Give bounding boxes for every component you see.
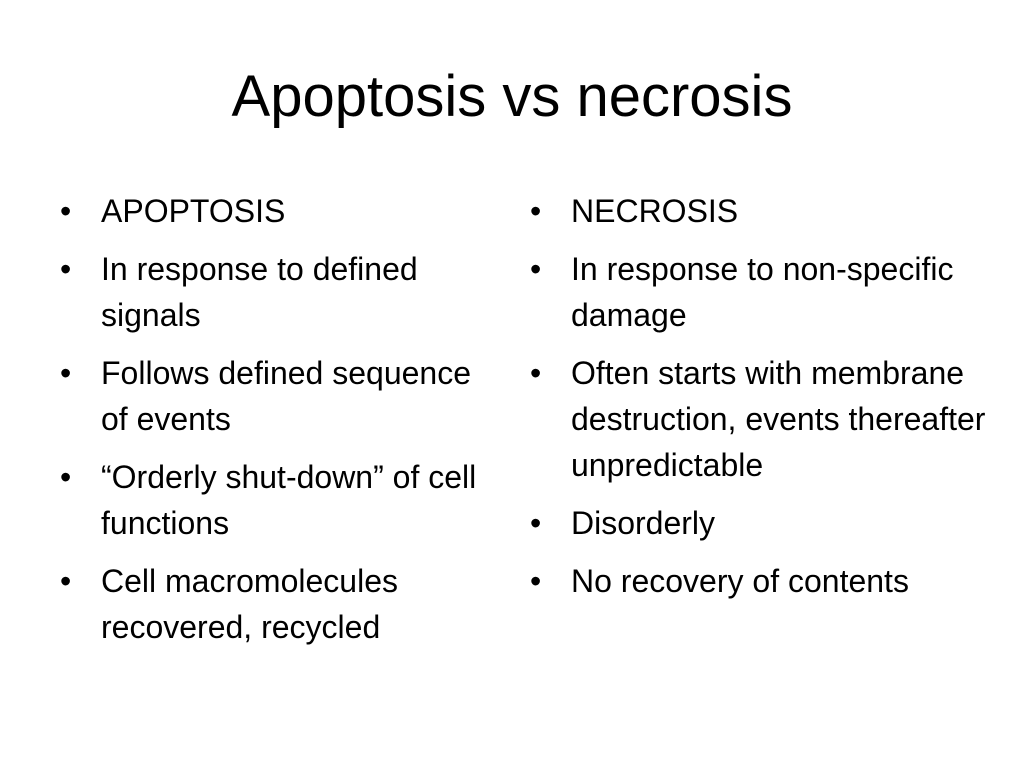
list-item-text: In response to non-specific damage (571, 251, 954, 333)
bullet-icon: • (530, 251, 542, 287)
bullet-icon: • (60, 251, 72, 287)
list-item (530, 500, 1010, 546)
apoptosis-column (60, 188, 485, 662)
bullet-icon: • (530, 563, 542, 599)
list-item (60, 246, 485, 338)
list-item-text: Often starts with membrane destruction, events thereafter unpredictable (571, 355, 986, 483)
list-item-text: No recovery of contents (571, 563, 909, 599)
list-item-text: Follows defined sequence of events (101, 355, 472, 437)
slide-title: Apoptosis vs necrosis (231, 64, 793, 129)
bullet-icon: • (60, 459, 72, 495)
list-item (530, 246, 1010, 338)
bullet-icon: • (530, 355, 542, 391)
bullet-icon: • (60, 355, 72, 391)
list-item-text: Disorderly (571, 505, 716, 541)
necrosis-heading: NECROSIS (571, 193, 739, 229)
list-item-text: In response to defined signals (101, 251, 418, 333)
apoptosis-heading: APOPTOSIS (101, 193, 286, 229)
list-item-text: “Orderly shut-down” of cell functions (101, 459, 477, 541)
list-item (60, 188, 485, 234)
bullet-icon: • (60, 563, 72, 599)
list-item (530, 188, 1010, 234)
list-item (530, 350, 1010, 488)
list-item-text: Cell macromolecules recovered, recycled (101, 563, 398, 645)
bullet-icon: • (60, 193, 72, 229)
necrosis-column (530, 188, 1010, 616)
bullet-icon: • (530, 505, 542, 541)
list-item (60, 350, 485, 442)
list-item (60, 558, 485, 650)
bullet-icon: • (530, 193, 542, 229)
list-item (60, 454, 485, 546)
list-item (530, 558, 1010, 604)
